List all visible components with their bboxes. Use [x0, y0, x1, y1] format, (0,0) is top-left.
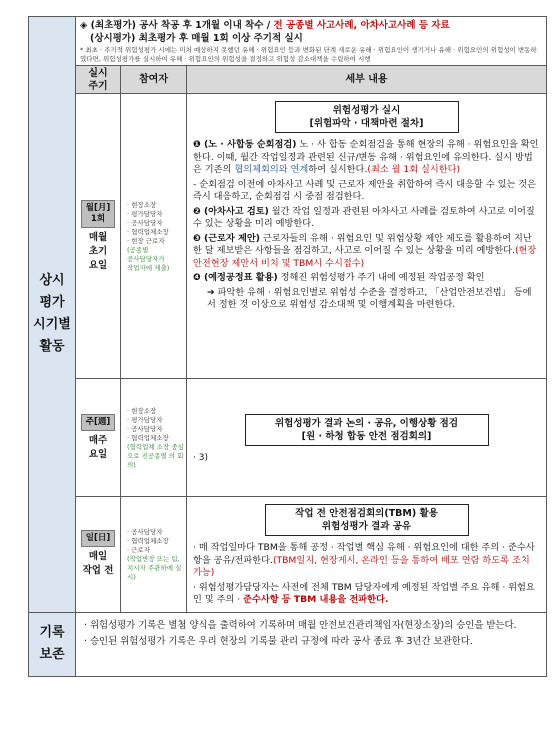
- intro-line1-highlight: 전 공종별 사고사례, 아차사고사례 등 자료: [273, 20, 450, 31]
- monthly-item-3: ❸ (근로자 제안) 근로자들의 유해 · 위험요인 및 위험상황 제안 제도를 활용하여 지난 한 달 제보받은 사항들을 점검하고, 사고로 이어질 수 있는 상황을 미리 예방한다.(현장 안전현장 제안서 비치 및 TBM시 수시접수): [193, 232, 537, 269]
- daily-badge: 일[日]: [81, 530, 115, 547]
- weekly-note: · 3): [193, 453, 208, 464]
- label-record-keeping: 기록 보존: [29, 612, 76, 676]
- daily-item-1: · 매 작업일마다 TBM을 통해 공정 · 작업별 핵심 유해 · 위험요인에 대한 주의 · 준수사항을 공유/전파한다.(TBM일지, 현장게시, 온라인 등을 통하여 배포 연람 하도록 조치 가능): [193, 542, 535, 578]
- intro-line1: ◈ (최초평가) 공사 착공 후 1개월 이내 착수 /: [80, 20, 274, 31]
- participants-daily: · 공사담당자 · 협력업체소장 · 근로자 (작업반장 또는 팀,지시자 주관하에 실시): [121, 497, 187, 613]
- header-details: 세부 내용: [187, 66, 547, 94]
- monthly-label: 매월 초기 요일: [88, 231, 108, 271]
- monthly-item-1: ❶ (노 · 사합동 순회점검) 노 · 사 합동 순회점검을 통해 현장의 유해 · 위험요인을 확인한다. 이때, 월간 작업일정과 관련된 신규/변동 유해 · 위험요인에 유의한다. 실시 방법은 기존의 협의체회의와 연계하여 실시한다.(최소 월 1회 실시한다): [193, 139, 539, 175]
- header-participants: 참여자: [121, 66, 187, 94]
- daily-label: 매일 작업 전: [82, 551, 114, 577]
- monthly-item-1-sub: - 순회점검 이전에 아차사고 사례 및 근로자 제안을 취합하여 즉시 대응할 수 있는 것은 즉시 대응하고, 순회점검 시 중점 점검한다.: [193, 178, 537, 202]
- label-periodic-activity: [29, 17, 76, 613]
- timing-daily: [76, 497, 121, 613]
- participants-monthly: · 현장소장 · 평가담당자 · 공사담당자 · 협력업체소장 · 현장 근로자 (공종별 공사담당자가 작업자에 제출): [121, 94, 187, 379]
- monthly-item-4-sub: ➔ 파악한 유해 · 위험요인별로 위험성 수준을 결정하고, 「산업안전보건법」 등에서 정한 것 이상으로 위험성 감소대책 및 이행계획을 마련한다.: [207, 286, 532, 310]
- left-label-text: 상시 평가 시기별 활동: [33, 273, 71, 355]
- daily-item-2: · 위험성평가담당자는 사전에 전체 TBM 담당자에게 예정된 작업별 주요 유해 · 위험요인 및 주의 · 준수사항 등 TBM 내용을 전파한다.: [193, 581, 535, 605]
- monthly-title-box: 위험성평가 실시 [위험파악 · 대책마련 절차]: [275, 101, 459, 133]
- details-daily: [187, 497, 547, 613]
- monthly-item-4: ❹ (예정공정표 활용) 정해진 위험성평가 주기 내에 예정된 작업공정 확인: [193, 272, 485, 283]
- risk-assessment-table: [28, 16, 547, 677]
- weekly-title-box: 위험성평가 결과 논의 · 공유, 이행상황 점검 [원 · 하청 합동 안전 점검회의]: [245, 414, 489, 446]
- details-monthly: [187, 94, 547, 379]
- intro-line2: (상시평가) 최초평가 후 매월 1회 이상 주기적 실시: [90, 33, 303, 44]
- monthly-item-2: ❷ (아차사고 검토) 월간 작업 일정과 관련된 아차사고 사례를 검토하여 사고로 이어질 수 있는 상황을 미리 예방한다.: [193, 205, 535, 229]
- records-line-2: · 승인된 위험성평가 기록은 우리 현장의 기록물 관리 규정에 따라 공사 종료 후 3년간 보관한다.: [84, 635, 473, 647]
- records-line-1: · 위험성평가 기록은 별첨 양식을 출력하여 기록하며 매월 안전보건관리책임자(현장소장)의 승인을 받는다.: [84, 619, 517, 631]
- weekly-badge: 주[週]: [81, 414, 115, 431]
- intro-block: [76, 17, 547, 66]
- records-block: [76, 612, 547, 676]
- details-weekly: [187, 379, 547, 497]
- monthly-badge: 월[月] 1회: [81, 200, 115, 228]
- timing-monthly: [76, 94, 121, 379]
- header-timing: 실시 주기: [76, 66, 121, 94]
- participants-weekly: · 현장소장 · 평가담당자 · 공사담당자 · 협력업체소장 (협력업체 소장 중심으로 진공종별 의 회의): [121, 379, 187, 497]
- intro-note: * 최초 · 주기적 위험성평가 시에는 미처 예상하지 못했던 유해 · 위험요인 등과 변화된 단계 새로운 유해 · 위험요인이 생기거나 유해 · 위험요인의 위험성이 변동하였다면, 위험성평가를 실시하여 유해 · 위험요인의 위험성을 결정하고 위험성 감소대책을 수립하여 시행: [80, 46, 537, 63]
- weekly-label: 매주 요일: [88, 434, 108, 460]
- daily-title-box: 작업 전 안전점검회의(TBM) 활용 위험성평가 결과 공유: [265, 504, 469, 536]
- timing-weekly: [76, 379, 121, 497]
